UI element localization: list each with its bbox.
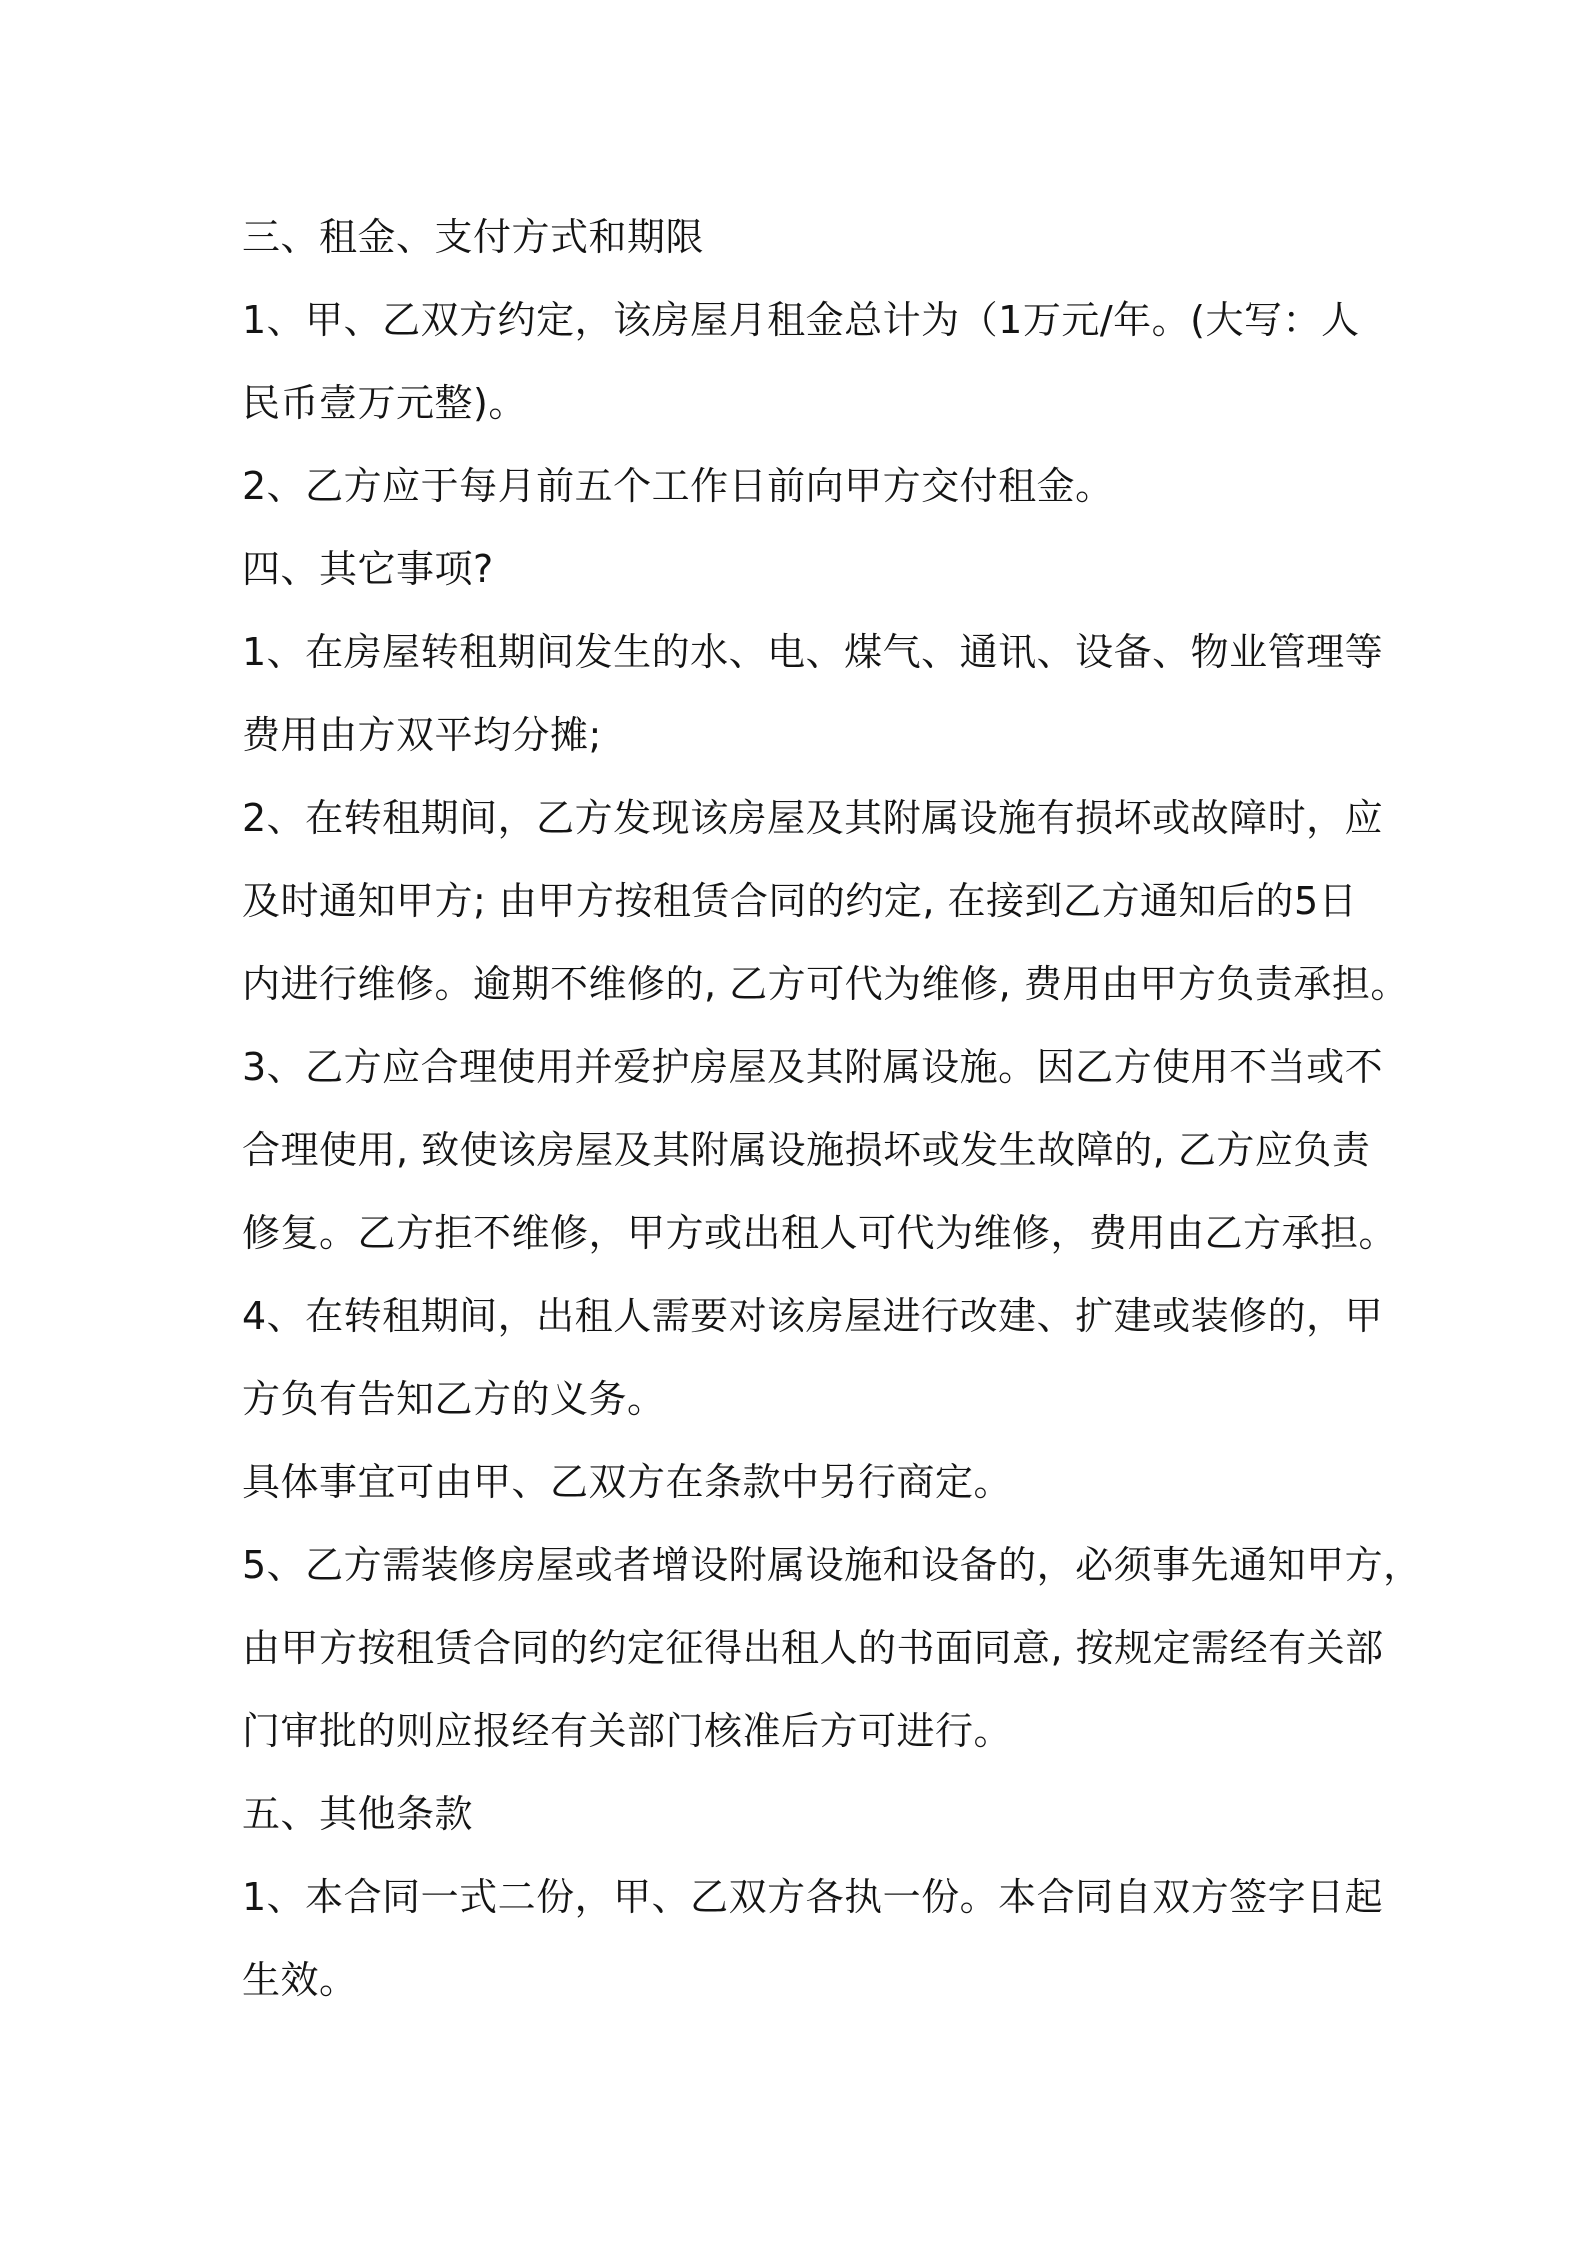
section-heading-other-matters: 四、其它事项? xyxy=(242,547,494,591)
clause-rent-amount-cont: 民币壹万元整)。 xyxy=(242,381,527,425)
clause-copies: 1、本合同一式二份，甲、乙双方各执一份。本合同自双方签字日起 xyxy=(242,1875,1384,1919)
clause-utilities-cont: 费用由方双平均分摊; xyxy=(242,713,602,757)
clause-rent-amount: 1、甲、乙双方约定，该房屋月租金总计为（1万元/年。(大写：人 xyxy=(242,298,1360,342)
clause-repairs: 2、在转租期间，乙方发现该房屋及其附属设施有损坏或故障时，应 xyxy=(242,796,1384,840)
clause-proper-use: 3、乙方应合理使用并爱护房屋及其附属设施。因乙方使用不当或不 xyxy=(242,1045,1384,1089)
clause-rent-payment: 2、乙方应于每月前五个工作日前向甲方交付租金。 xyxy=(242,464,1114,508)
clause-decoration-cont-1: 由甲方按租赁合同的约定征得出租人的书面同意, 按规定需经有关部 xyxy=(242,1626,1384,1670)
clause-copies-cont: 生效。 xyxy=(242,1958,358,2002)
section-heading-other-terms: 五、其他条款 xyxy=(242,1792,474,1836)
clause-decoration-cont-2: 门审批的则应报经有关部门核准后方可进行。 xyxy=(242,1709,1013,1753)
clause-proper-use-cont-1: 合理使用, 致使该房屋及其附属设施损坏或发生故障的, 乙方应负责 xyxy=(242,1128,1371,1172)
clause-renovation-notice: 4、在转租期间，出租人需要对该房屋进行改建、扩建或装修的，甲 xyxy=(242,1294,1384,1338)
section-heading-rent: 三、租金、支付方式和期限 xyxy=(242,215,705,259)
clause-renovation-notice-cont: 方负有告知乙方的义务。 xyxy=(242,1377,666,1421)
contract-body xyxy=(242,196,1422,2022)
clause-decoration: 5、乙方需装修房屋或者增设附属设施和设备的，必须事先通知甲方， xyxy=(242,1543,1422,1587)
clause-repairs-cont-2: 内进行维修。逾期不维修的, 乙方可代为维修, 费用由甲方负责承担。 xyxy=(242,962,1409,1006)
clause-repairs-cont-1: 及时通知甲方; 由甲方按租赁合同的约定, 在接到乙方通知后的5日 xyxy=(242,879,1358,923)
clause-utilities: 1、在房屋转租期间发生的水、电、煤气、通讯、设备、物业管理等 xyxy=(242,630,1384,674)
clause-proper-use-cont-2: 修复。乙方拒不维修，甲方或出租人可代为维修，费用由乙方承担。 xyxy=(242,1211,1398,1255)
clause-separate-agreement: 具体事宜可由甲、乙双方在条款中另行商定。 xyxy=(242,1460,1013,1504)
